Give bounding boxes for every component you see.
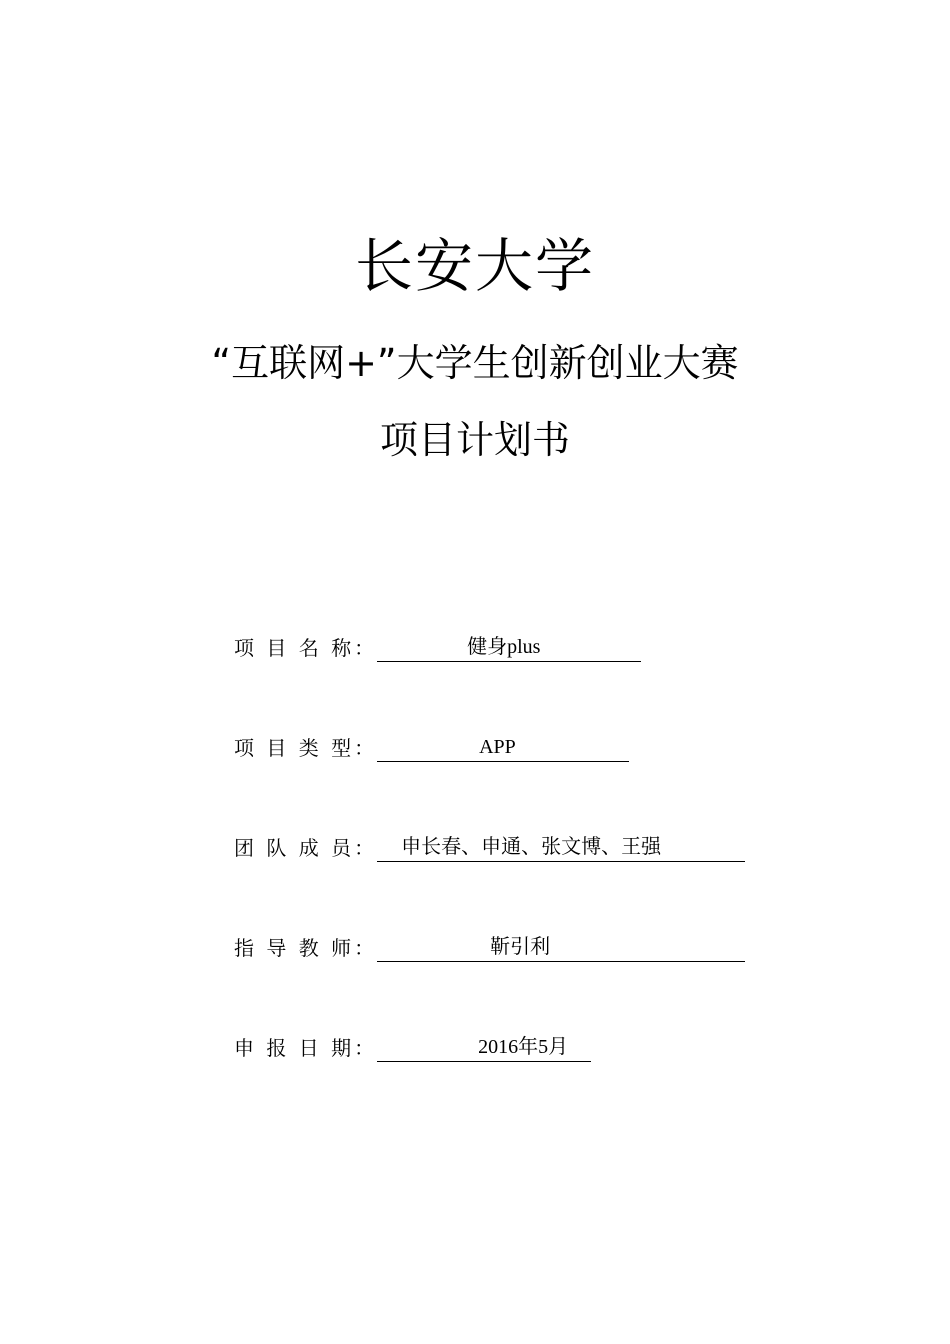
field-value-project-type: APP [377,733,629,762]
field-label: 项 目 名 称： [234,636,378,660]
field-label: 团 队 成 员： [234,836,378,860]
field-submission-date [234,1032,591,1062]
field-label: 申 报 日 期： [234,1036,378,1060]
field-value-advisor: 靳引利 [377,933,745,962]
field-project-name [234,632,641,662]
field-value-project-name: 健身plus [377,633,641,662]
university-title: 长安大学 [354,232,595,300]
competition-title: “互联网+”大学生创新创业大赛 [211,341,739,385]
field-project-type [234,732,629,762]
document-type-title: 项目计划书 [379,418,570,462]
field-label: 项 目 类 型： [234,736,378,760]
field-label: 指 导 教 师： [234,936,378,960]
field-value-team-members: 申长春、申通、张文博、王强 [377,833,745,862]
field-advisor [234,932,745,962]
field-team-members [234,832,745,862]
field-value-submission-date: 2016年5月 [377,1033,591,1062]
